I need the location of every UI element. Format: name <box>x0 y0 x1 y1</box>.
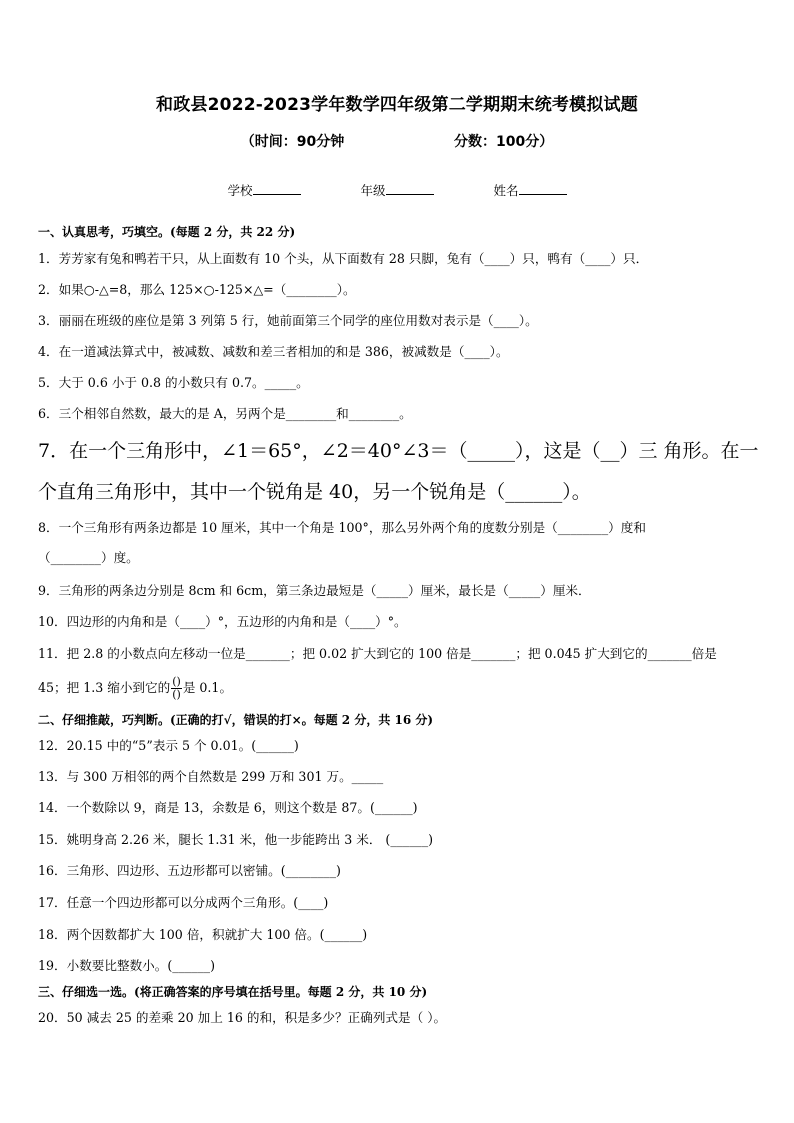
school-field[interactable] <box>227 181 300 199</box>
grade-label: 年级 <box>360 183 386 198</box>
question-11-line-2 <box>38 676 232 701</box>
question-8-line-1: 8．一个三角形有两条边都是 10 厘米，其中一个角是 100°，那么另外两个角的度数分别是（________）度和 <box>38 520 646 535</box>
question-11-text-a: 45；把 1.3 缩小到它的 <box>38 680 171 695</box>
exam-meta <box>0 131 794 151</box>
question-9: 9．三角形的两条边分别是 8cm 和 6cm，第三条边最短是（_____）厘米，最长是（_____）厘米． <box>38 583 591 598</box>
section-3-heading: 三、仔细选一选。(将正确答案的序号填在括号里。每题 2 分，共 10 分) <box>38 985 428 999</box>
question-14: 14．一个数除以 9，商是 13，余数是 6，则这个数是 87。(______) <box>38 800 418 815</box>
question-20: 20．50 减去 25 的差乘 20 加上 16 的和，积是多少？正确列式是（ ）。 <box>38 1010 447 1025</box>
question-10: 10．四边形的内角和是（____）°，五边形的内角和是（____）°。 <box>38 614 407 629</box>
fraction-blank[interactable] <box>171 676 182 701</box>
question-5: 5．大于 0.6 小于 0.8 的小数只有 0.7。_____。 <box>38 375 309 390</box>
question-6: 6．三个相邻自然数，最大的是 A，另两个是________和________。 <box>38 406 412 421</box>
grade-field[interactable] <box>360 181 433 199</box>
question-11-line-1: 11．把 2.8 的小数点向左移动一位是_______；把 0.02 扩大到它的 100 倍是_______；把 0.045 扩大到它的_______倍是 <box>38 646 717 661</box>
fraction-denominator: () <box>172 688 181 701</box>
name-label: 姓名 <box>493 183 519 198</box>
question-12: 12．20.15 中的“5”表示 5 个 0.01。(______) <box>38 738 299 753</box>
time-label: （时间：90分钟 <box>240 134 345 150</box>
question-4: 4．在一道减法算式中，被减数、减数和差三者相加的和是 386，被减数是（____）。 <box>38 344 509 359</box>
question-7-line-2: 个直角三角形中，其中一个锐角是 40，另一个锐角是（______）。 <box>38 481 591 503</box>
student-info-fields <box>0 181 794 199</box>
name-field[interactable] <box>493 181 566 199</box>
section-1-heading: 一、认真思考，巧填空。(每题 2 分，共 22 分) <box>38 225 296 239</box>
question-1: 1．芳芳家有兔和鸭若干只，从上面数有 10 个头，从下面数有 28 只脚，兔有（____）只，鸭有（____）只． <box>38 251 649 266</box>
exam-title: 和政县2022-2023学年数学四年级第二学期期末统考模拟试题 <box>156 95 638 115</box>
section-2-heading: 二、仔细推敲，巧判断。(正确的打√，错误的打×。每题 2 分，共 16 分) <box>38 713 434 727</box>
question-3: 3．丽丽在班级的座位是第 3 列第 5 行，她前面第三个同学的座位用数对表示是（____）。 <box>38 313 538 328</box>
question-19: 19．小数要比整数小。(______) <box>38 958 215 973</box>
question-18: 18．两个因数都扩大 100 倍，积就扩大 100 倍。(______) <box>38 927 368 942</box>
question-15: 15．姚明身高 2.26 米，腿长 1.31 米，他一步能跨出 3 米． (______) <box>38 832 434 847</box>
fraction-numerator: () <box>172 675 181 688</box>
school-label: 学校 <box>227 183 253 198</box>
question-13: 13．与 300 万相邻的两个自然数是 299 万和 301 万。_____ <box>38 769 384 784</box>
question-16: 16．三角形、四边形、五边形都可以密铺。(________) <box>38 863 341 878</box>
question-17: 17．任意一个四边形都可以分成两个三角形。(____) <box>38 895 329 910</box>
score-label: 分数：100分） <box>454 134 554 150</box>
question-11-text-b: 是 0.1。 <box>182 680 233 695</box>
question-7-line-1: 7．在一个三角形中，∠1＝65°，∠2＝40°∠3＝（_____），这是（__）三 角形。在一 <box>38 440 759 462</box>
question-8-line-2: （________）度。 <box>38 550 139 565</box>
question-2: 2．如果○-△=8，那么 125×○-125×△=（________）。 <box>38 282 356 297</box>
